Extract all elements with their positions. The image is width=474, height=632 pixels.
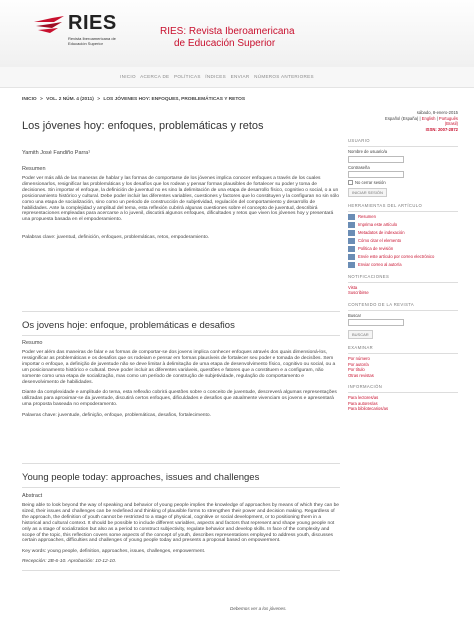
palavras-chave: Palavras chave: juventude, definição, enfoque, problemáticas, desafios, fortalecimento. [22,413,211,419]
breadcrumb-sep: > [40,97,43,102]
content-title: CONTENIDO DE LA REVISTA [348,301,415,307]
info-title: INFORMACIÓN [348,384,383,389]
breadcrumb-article: LOS JÓVENES HOY: ENFOQUES, PROBLEMÁTICAS Y RETOS [103,97,246,102]
username-label: Nombre de usuario/a [348,149,388,154]
lang-portugues[interactable]: Português [438,115,458,121]
resumen-heading: Resumen [22,166,46,172]
remember-label: No cerrar sesión [355,180,386,185]
lang-current: Español (España) | [385,115,421,121]
notif-subscribe[interactable]: Suscribirse [348,290,369,295]
email-icon [348,254,355,260]
mail-author-icon [348,262,355,268]
notifications-block [348,274,458,296]
article-title-en: Young people today: approaches, issues and challenges [22,472,260,483]
nav-politicas[interactable]: POLÍTICAS [174,74,201,79]
site-title-line1: RIES: Revista Iberoamericana [160,26,295,37]
tool-label[interactable]: Enviar correo al autor/a [358,261,402,267]
info-readers[interactable]: Para lectores/as [348,395,379,400]
resumen-text: Poder ver más allá de las maneras de hablar y las formas de comportarse de los jóvenes implica conocer enfoques a través de los cuales dimensionarlos, resignificar las problemáticas y los desafíos que los rodean y pensar formas plausibles de fortalecer su poder y toma de decisiones. Sin importar el enfoque, la definición de juventud no es sino la delimitación de una etapa de desarrollo físico, cognitivo o social, o a un posicionamiento histórico y cultural. Debe poder incluir las diferentes variables, cuestiones y factores que lo constituyen y la configuran no sin sólo como una etapa de socialización, sino como un periodo de construcción de subjetividad, regulación del comportamiento y desarrollo de habilidades. Ante la complejidad y amplitud del tema, esta reflexión cubrirá algunas cuestiones sobre el concepto de juventud, describirá representaciones empleadas para acercarse a lo juvenil, discutirá algunos enfoques, dificultades y retos que viven los jóvenes hoy y presentará una propuesta basada en el empoderamiento. [22,176,339,223]
nav-numeros-anteriores[interactable]: NÚMEROS ANTERIORES [254,74,314,79]
notifications-title: NOTIFICACIONES [348,273,390,279]
divider [348,353,458,354]
breadcrumb-sep: > [97,97,101,102]
metadata-icon [348,230,355,236]
divider [348,282,458,283]
info-librarians[interactable]: Para bibliotecarios/as [348,406,389,411]
remember-checkbox[interactable] [348,180,353,185]
divider [348,146,458,147]
divider [22,311,340,312]
tool-label[interactable]: Política de revisión [358,245,394,251]
lang-brasil[interactable]: (Brasil) [444,121,458,126]
print-icon [348,222,355,228]
remember-row [348,180,458,186]
tool-review-policy[interactable] [348,246,458,252]
breadcrumb-inicio[interactable]: INICIO [22,97,37,102]
search-input[interactable] [348,319,404,326]
cite-icon [348,238,355,244]
tool-cite[interactable] [348,238,458,244]
password-label: Contraseña [348,164,370,170]
nav-inicio[interactable]: INICIO [120,74,136,79]
nav-acerca[interactable]: ACERCA DE [140,74,170,79]
divider [22,487,340,488]
breadcrumb-issue[interactable]: VOL. 2 NÚM. 4 (2011) [46,97,94,102]
current-date: sábado, 8-enero-2015 [416,110,458,115]
browse-by-title[interactable]: Por título [348,367,365,372]
nav-indices[interactable]: ÍNDICES [205,74,227,79]
tool-label[interactable]: Resumen [358,213,376,219]
tool-label[interactable]: Imprima este artículo [358,221,398,227]
search-button[interactable]: BUSCAR [348,330,373,339]
info-block [348,384,458,412]
divider [348,211,458,212]
site-title [160,26,295,50]
tool-label[interactable]: Cómo citar el elemento [358,237,402,243]
language-selector: Español (España) | English | Português [385,115,458,121]
sidebar [348,110,458,418]
tool-label[interactable]: Metadatos de indexación [358,229,405,235]
tool-email-article[interactable] [348,254,458,260]
abstract-icon [348,214,355,220]
lang-english[interactable]: English [421,115,436,121]
resumo-text: Poder ver além das maneiras de falar e as formas de comportar-se dos jovens implica conhecer enfoques através dos quais dimensioná-los, ressignificar as problemáticas e os desafios que os rodeiam e pensar em formas plausíveis de fortalecer seu poder e tomada de decisões. Sem importar o enfoque, a definição de juventude não se deve limitar à delimitação de uma etapa de desenvolvimento físico, cognitivo ou social, ou a um posicionamento histórico e cultural. Deve poder incluir as diferentes variáveis, questões e fatores que a constituem e a configuram, não somente como uma etapa de socialização, mas como um período de construção de subjetividade, regulação do comportamento e desenvolvimento de habilidades. [22,350,336,385]
divider [22,570,340,571]
abstract-heading: Abstract [22,493,43,499]
article-title-es: Los jóvenes hoy: enfoques, problemáticas y retos [22,120,264,132]
browse-by-author[interactable]: Por autor/a [348,361,369,367]
article-main [22,110,340,240]
resumo-heading: Resumo [22,340,43,346]
info-authors[interactable]: Para autores/as [348,400,378,406]
notif-view[interactable]: Vista [348,284,358,290]
browse-block [348,345,458,378]
tool-resumen[interactable] [348,214,458,220]
logo-text: RIES [68,12,117,34]
browse-title: EXAMINAR [348,345,374,350]
footer-note: Debemos ver a los jóvenes. [230,606,287,611]
nav-enviar[interactable]: ENVIAR [230,74,250,79]
password-input[interactable] [348,171,404,178]
divider [348,392,458,393]
divider [22,335,340,336]
divider [22,463,340,464]
recepcion-dates: Recepción: 2B-6-10. Aprobación: 10-12-10. [22,559,117,565]
portuguese-section [22,307,340,418]
site-title-line2: de Educación Superior [174,38,276,49]
keywords: Key words: young people, definition, approaches, issues, challenges, empowerment. [22,549,206,555]
search-label: Buscar [348,312,362,318]
sidebar-meta [348,110,458,132]
tools-block [348,203,458,268]
tool-email-author[interactable] [348,262,458,268]
login-button[interactable]: INICIAR SESIÓN [348,188,387,197]
policy-icon [348,246,355,252]
username-input[interactable] [348,156,404,163]
article-author: Yamith José Fandiño Parra¹ [22,150,91,156]
english-section [22,459,340,575]
site-header [0,0,474,68]
usuario-title: USUARIO [348,138,370,143]
content-block [348,302,458,340]
tools-title: HERRAMIENTAS DEL ARTÍCULO [348,202,423,208]
issn: ISSN: 2007-2872 [425,126,458,132]
browse-other-journals[interactable]: Otras revistas [348,372,374,378]
ries-logo-icon [32,14,66,40]
article-title-pt: Os jovens hoje: enfoque, problemáticas e desafios [22,320,235,331]
breadcrumb [22,97,247,102]
palabras-clave: Palabras clave: juventud, definición, enfoques, problemáticas, retos, empoderamiento. [22,235,210,241]
logo-subtitle: Revista Iberoamericana de Educación Superior [68,36,116,46]
main-nav [120,74,317,79]
abstract-text: Being able to look beyond the way of speaking and behavior of young people implies the knowledge of approaches by means of which they can be sized, their issues and challenges can be redefined and thinking of plausible forms to strengthen their power and decision making. Regardless of the approach, the definition of youth cannot be restricted to a stage of physical, cognitive or social development, or to positioning them in a historical and cultural context. It should be possible to include different variables, aspects and factors that represent and shape young people not only as a stage of socialization but also as a period to construct subjectivity, regulate behavior and develop skills. In face of the complexity and scope of the topic, this reflection covers some aspects of the concept of youth, describes representations employed to address youth, discusses certain approaches, difficulties and challenges of young people today and presents a proposal based on empowerment. [22,503,340,544]
tool-metadata[interactable] [348,230,458,236]
user-block [348,138,458,197]
tool-label[interactable]: Envíe este artículo por correo electrónico [358,253,435,259]
divider [348,310,458,311]
resumo-text-2: Diante da complexidade e amplitude do tema, esta reflexão cobrirá questões sobre o conceito de juventude, descreverá algumas representações utilizadas para aproximar-se da juventude, discutirá certos enfoques, dificuldades e desafios que atualmente vivenciam os jovens e apresentará uma proposta baseada no empoderamento. [22,390,337,408]
tool-print[interactable] [348,222,458,228]
browse-by-issue[interactable]: Por número [348,356,370,361]
